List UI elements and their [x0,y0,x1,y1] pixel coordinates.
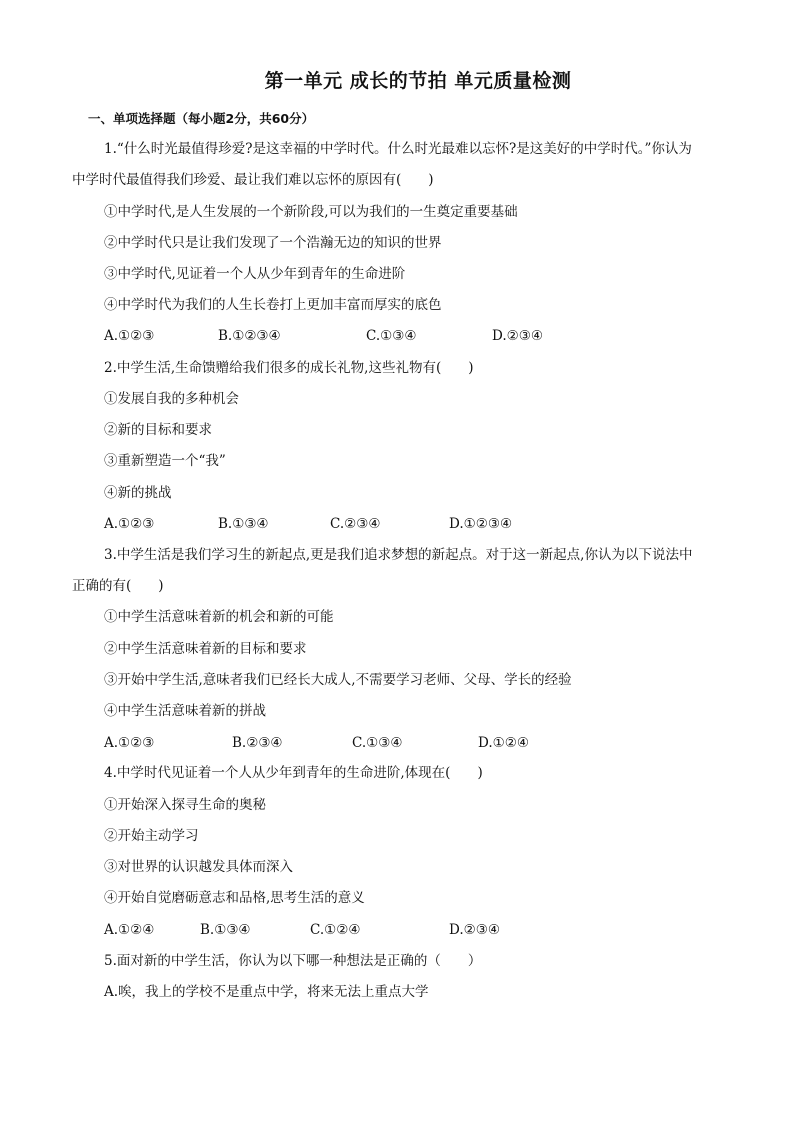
question-1-statement-1: ①中学时代,是人生发展的一个新阶段,可以为我们的一生奠定重要基础 [104,204,518,220]
question-1-options [104,327,704,345]
question-2-statement-4: ④新的挑战 [104,485,172,501]
question-3-statement-2: ②中学生活意味着新的目标和要求 [104,641,307,657]
question-1-stem-continued: 中学时代最值得我们珍爱、最让我们难以忘怀的原因有( ) [72,172,434,188]
question-3-option-c[interactable]: C.①③④ [352,735,403,751]
section-heading: 一、单项选择题（每小题2分，共60分） [88,111,315,126]
question-3-stem: 3.中学生活是我们学习生的新起点,更是我们追求梦想的新起点。对于这一新起点,你认为以下说法中 [104,547,693,563]
question-1-statement-3: ③中学时代,见证着一个人从少年到青年的生命进阶 [104,266,406,282]
question-3-statement-3: ③开始中学生活,意味者我们已经长大成人,不需要学习老师、父母、学长的经验 [104,672,572,688]
question-4-option-a[interactable]: A.①②④ [104,922,155,938]
question-4-stem: 4.中学时代见证着一个人从少年到青年的生命进阶,体现在( ) [104,765,483,781]
question-2-option-a[interactable]: A.①②③ [104,516,155,532]
question-4-statement-2: ②开始主动学习 [104,828,199,844]
question-2-option-b[interactable]: B.①③④ [218,516,269,532]
question-1-statement-2: ②中学时代只是让我们发现了一个浩瀚无边的知识的世界 [104,235,442,251]
question-2-statement-2: ②新的目标和要求 [104,422,212,438]
question-1-option-c[interactable]: C.①③④ [366,328,417,344]
question-1-option-a[interactable]: A.①②③ [104,328,155,344]
question-4-options [104,921,704,939]
question-3-option-b[interactable]: B.②③④ [232,735,283,751]
question-2-stem: 2.中学生活,生命馈赠给我们很多的成长礼物,这些礼物有( ) [104,360,474,376]
page-title: 第一单元 成长的节拍 单元质量检测 [264,70,572,92]
question-4-option-c[interactable]: C.①②④ [310,922,361,938]
question-2-statement-3: ③重新塑造一个“我” [104,453,226,469]
question-3-option-a[interactable]: A.①②③ [104,735,155,751]
question-4-statement-1: ①开始深入探寻生命的奥秘 [104,797,266,813]
question-3-statement-1: ①中学生活意味着新的机会和新的可能 [104,609,334,625]
question-1-option-b[interactable]: B.①②③④ [218,328,281,344]
question-1-statement-4: ④中学时代为我们的人生长卷打上更加丰富而厚实的底色 [104,297,442,313]
question-4-option-b[interactable]: B.①③④ [200,922,251,938]
question-1-stem: 1.“什么时光最值得珍爱?是这幸福的中学时代。什么时光最难以忘怀?是这美好的中学时代。”你认为 [104,141,692,157]
question-5-option-a[interactable]: A.唉，我上的学校不是重点中学，将来无法上重点大学 [104,984,429,1000]
question-4-statement-4: ④开始自觉磨砺意志和品格,思考生活的意义 [104,890,365,906]
question-3-stem-continued: 正确的有( ) [72,578,164,594]
question-3-statement-4: ④中学生活意味着新的拼战 [104,703,266,719]
question-3-options [104,734,704,752]
question-2-statement-1: ①发展自我的多种机会 [104,391,239,407]
question-4-option-d[interactable]: D.②③④ [449,922,500,938]
question-5-stem: 5.面对新的中学生活，你认为以下哪一种想法是正确的（ ） [104,953,482,969]
question-2-option-c[interactable]: C.②③④ [330,516,381,532]
question-2-options [104,515,704,533]
question-1-option-d[interactable]: D.②③④ [492,328,543,344]
question-4-statement-3: ③对世界的认识越发具体而深入 [104,859,293,875]
question-2-option-d[interactable]: D.①②③④ [449,516,513,532]
question-3-option-d[interactable]: D.①②④ [478,735,529,751]
